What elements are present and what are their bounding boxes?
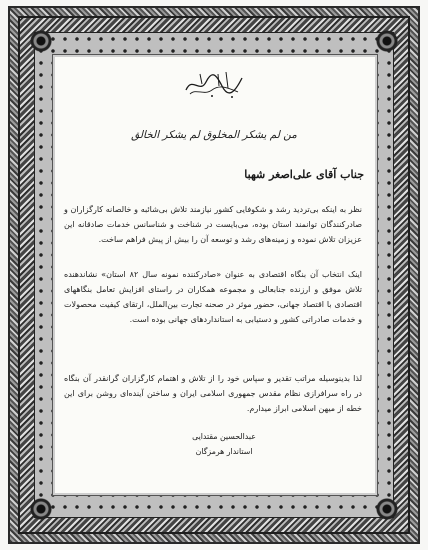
motto-heading: من لم یشکر المخلوق لم یشکر الخالق xyxy=(131,129,297,141)
corner-ornament-icon xyxy=(374,496,400,522)
paragraph-intro: نظر به اینکه بی‌تردید رشد و شکوفایی کشور نیازمند تلاش بی‌شائبه و خالصانه کارگزاران و صادرکنندگان توانمند استان بوده، می‌بایست در شناخت و شناسانس خدمات صادقانه این عزیزان تلاش نموده و زمینه‌های رشد و توسعه آن را بیش از پیش فراهم ساخت. xyxy=(64,205,362,244)
signature-block xyxy=(164,429,284,459)
certificate-content xyxy=(52,54,376,494)
signatory-title: استاندار هرمزگان xyxy=(195,447,253,456)
paragraph-selection: اینک انتخاب آن بنگاه اقتصادی به عنوان «صادرکننده نمونه سال ۸۲ استان» نشاندهنده تلاش موفق و ارزنده جنابعالی و مجموعه همکاران در راستای افزایش تعامل بنگاههای اقتصادی با اقتصاد جهانی، حضور موثر در صحنه تجارت بین‌الملل، ارتقای کیفیت محصولات و خدمات صادراتی کشور و دستیابی به استانداردهای جهانی بوده است. xyxy=(64,270,363,324)
bismillah-calligraphy xyxy=(182,68,246,100)
corner-ornament-icon xyxy=(28,496,54,522)
signatory-name: عبدالحسین مقتدایی xyxy=(192,432,256,441)
corner-ornament-icon xyxy=(28,28,54,54)
corner-ornament-icon xyxy=(374,28,400,54)
recipient-name: جناب آقای علی‌اصغر شهبا xyxy=(244,168,364,181)
paragraph-appreciation: لذا بدینوسیله مراتب تقدیر و سپاس خود را از تلاش و اهتمام کارگزاران گرانقدر آن بنگاه در راه سرافرازی نظام مقدس جمهوری اسلامی ایران و ساختن آینده‌ای روشن برای این خطه از میهن اسلامی ابراز میدارم. xyxy=(64,374,362,413)
